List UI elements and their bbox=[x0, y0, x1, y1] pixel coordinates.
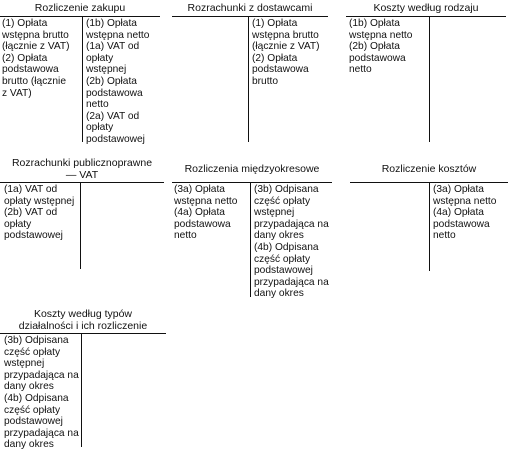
account-entry: (1a) VAT od opłaty wstępnej bbox=[86, 41, 140, 76]
debit-column bbox=[174, 184, 248, 242]
account-entry: (4a) Opłata podstawowa netto bbox=[174, 207, 231, 242]
account-top-line bbox=[172, 16, 328, 17]
account-entry: (4b) Odpisana część opłaty podstawowej przypadająca na dany okres bbox=[254, 241, 329, 300]
account-entry: (2b) Opłata podstawowa netto bbox=[349, 41, 406, 76]
account-entry: (1b) Opłata wstępna netto bbox=[349, 18, 413, 41]
account-entry: (3a) Opłata wstępna netto bbox=[174, 184, 238, 207]
account-divider bbox=[429, 182, 430, 271]
account-entry: (4a) Opłata podstawowa netto bbox=[433, 207, 490, 242]
account-entry: (3a) Opłata wstępna netto bbox=[433, 184, 497, 207]
account-title: Koszty według rodzaju bbox=[373, 2, 479, 14]
account-rozrachunki-z-dostawcami bbox=[172, 2, 328, 142]
debit-column bbox=[4, 184, 80, 242]
debit-column bbox=[4, 335, 80, 451]
credit-column bbox=[86, 18, 160, 146]
account-title: Rozliczenie kosztów bbox=[381, 163, 477, 175]
account-top-line bbox=[172, 182, 332, 183]
credit-column bbox=[254, 184, 332, 300]
credit-column bbox=[433, 184, 508, 242]
account-koszty-wedlug-rodzaju bbox=[346, 2, 506, 142]
account-title: Rozrachunki z dostawcami bbox=[187, 2, 313, 14]
account-entry: (1) Opłata wstępna brutto (łącznie z VAT) bbox=[252, 18, 320, 53]
account-entry: (2) Opłata podstawowa brutto bbox=[252, 52, 309, 87]
account-title: Rozrachunki publicznoprawne — VAT bbox=[11, 157, 153, 181]
account-divider bbox=[250, 182, 251, 297]
account-divider bbox=[81, 333, 82, 447]
account-koszty-wedlug-typow-dzialalnosci bbox=[0, 308, 166, 451]
account-entry: (2) Opłata podstawowa brutto (łącznie z VAT) bbox=[2, 52, 66, 99]
account-entry: (2a) VAT od opłaty podstawowej bbox=[86, 110, 145, 145]
account-entry: (1a) VAT od opłaty wstępnej bbox=[4, 184, 75, 207]
account-divider bbox=[82, 16, 83, 142]
account-rozliczenie-zakupu bbox=[0, 2, 160, 145]
account-entry: (3b) Odpisana część opłaty wstępnej przypadająca na dany okres bbox=[254, 184, 329, 242]
account-divider bbox=[80, 182, 81, 269]
account-entry: (2b) Opłata podstawowa netto bbox=[86, 75, 143, 111]
account-title: Rozliczenie zakupu bbox=[34, 2, 126, 14]
account-entry: (2b) VAT od opłaty podstawowej bbox=[4, 207, 63, 242]
debit-column bbox=[2, 18, 80, 99]
account-entry: (3b) Odpisana część opłaty wstępnej przypadająca na dany okres bbox=[4, 335, 79, 393]
account-title: Rozliczenia międzyokresowe bbox=[184, 163, 320, 175]
account-title: Koszty według typów działalności i ich rozliczenie bbox=[18, 308, 148, 332]
credit-column bbox=[252, 18, 328, 88]
debit-column bbox=[349, 18, 427, 76]
account-rozliczenia-miedzyokresowe bbox=[172, 163, 332, 300]
account-entry: (1) Opłata wstępna brutto (łącznie z VAT) bbox=[2, 18, 70, 53]
account-divider bbox=[248, 16, 249, 142]
account-divider bbox=[429, 16, 430, 142]
account-rozliczenie-kosztow bbox=[350, 163, 508, 271]
account-top-line bbox=[0, 182, 164, 183]
account-top-line bbox=[346, 16, 506, 17]
account-rozrachunki-publicznoprawne-vat bbox=[0, 157, 164, 269]
account-top-line bbox=[0, 333, 166, 334]
account-entry: (4b) Odpisana część opłaty podstawowej przypadająca na dany okres bbox=[4, 392, 79, 451]
account-top-line bbox=[0, 16, 160, 17]
account-entry: (1b) Opłata wstępna netto bbox=[86, 18, 150, 41]
